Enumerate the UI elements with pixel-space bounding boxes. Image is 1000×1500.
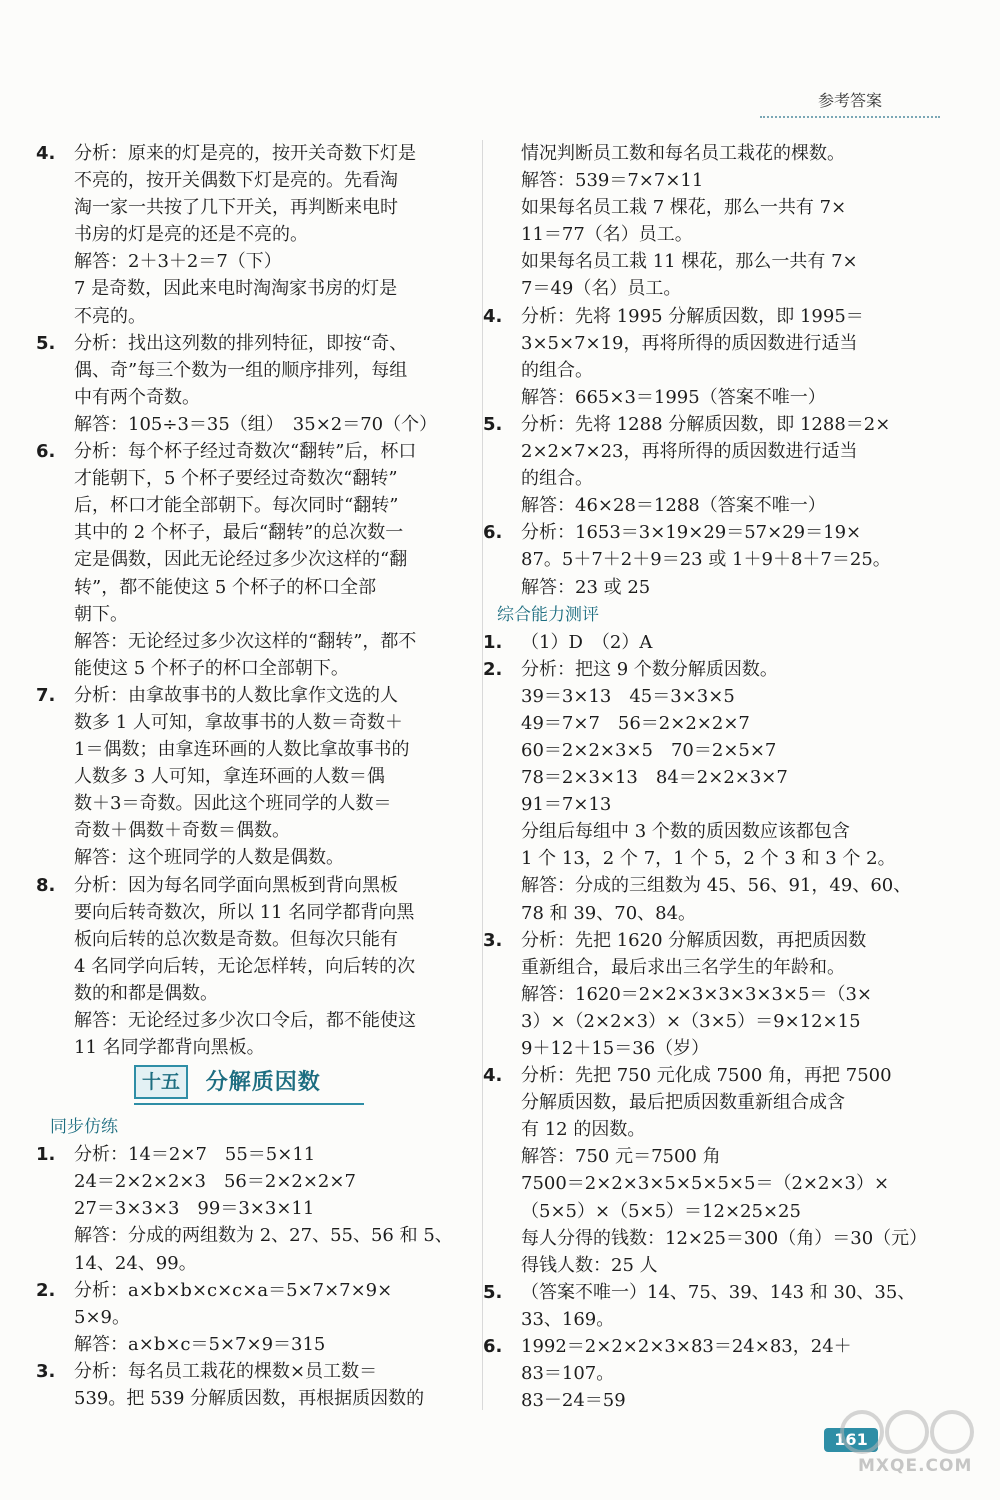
analysis-line: 分析：原来的灯是亮的，按开关奇数下灯是 bbox=[74, 143, 416, 164]
analysis-line: 重新组合，最后求出三名学生的年龄和。 bbox=[521, 956, 845, 978]
answer-line: 得钱人数：25 人 bbox=[521, 1254, 658, 1276]
watermark-text: MXQE.COM bbox=[858, 1456, 973, 1476]
comp-question-6 bbox=[483, 1333, 907, 1414]
answer-line: 如果每名员工栽 7 棵花，那么一共有 7× bbox=[521, 197, 847, 219]
analysis-line: 27＝3×3×3 99＝3×3×11 bbox=[74, 1198, 315, 1220]
analysis-line: 数＋3＝奇数。因此这个班同学的人数＝ bbox=[74, 793, 392, 815]
analysis-line: 分析：先将 1995 分解质因数，即 1995＝ bbox=[521, 305, 864, 327]
question-8 bbox=[36, 872, 470, 1062]
left-column bbox=[36, 140, 470, 1412]
comp-question-1 bbox=[483, 629, 907, 656]
section-underline bbox=[134, 1103, 364, 1105]
sync-question-2 bbox=[36, 1277, 470, 1358]
analysis-line: 49＝7×7 56＝2×2×2×7 bbox=[521, 712, 750, 734]
analysis-line: 分析：先将 1288 分解质因数，即 1288＝2× bbox=[521, 413, 891, 435]
answer-line: 33、169。 bbox=[521, 1308, 615, 1330]
answer-line: 83＝107。 bbox=[521, 1363, 615, 1385]
answer-line: 解答：无论经过多少次这样的“翻转”，都不 bbox=[74, 630, 417, 652]
analysis-line: 数的和都是偶数。 bbox=[74, 982, 218, 1004]
question-number: 1. bbox=[36, 1144, 56, 1166]
sync-question-3-continued bbox=[497, 140, 907, 303]
question-number: 1. bbox=[483, 631, 503, 653]
analysis-line: 分析：1653＝3×19×29＝57×29＝19× bbox=[521, 522, 862, 544]
answer-line: （1）D （2）A bbox=[521, 631, 653, 653]
question-4 bbox=[36, 140, 470, 330]
sync-question-3 bbox=[36, 1358, 470, 1412]
analysis-line: 1＝偶数；由拿连环画的人数比拿故事书的 bbox=[74, 739, 410, 761]
analysis-line: 偶、奇”每三个数为一组的顺序排列，每组 bbox=[74, 359, 408, 381]
analysis-line: 24＝2×2×2×3 56＝2×2×2×7 bbox=[74, 1171, 356, 1193]
answer-line: 解答：665×3＝1995（答案不唯一） bbox=[521, 386, 826, 408]
question-number: 6. bbox=[483, 522, 503, 544]
answer-line: 解答：1620＝2×2×3×3×3×3×5＝（3× bbox=[521, 983, 872, 1005]
column-divider bbox=[482, 140, 483, 1410]
answer-line: 解答：750 元＝7500 角 bbox=[521, 1146, 721, 1168]
analysis-line: 书房的灯是亮的还是不亮的。 bbox=[74, 224, 308, 246]
question-number: 8. bbox=[36, 874, 56, 896]
analysis-line: 分组后每组中 3 个数的质因数应该都包含 bbox=[521, 821, 850, 843]
answer-line: 解答：a×b×c＝5×7×9＝315 bbox=[74, 1333, 326, 1355]
section-number: 十五 bbox=[134, 1065, 188, 1099]
analysis-line: 的组合。 bbox=[521, 468, 593, 490]
analysis-line: 才能朝下，5 个杯子要经过奇数次“翻转” bbox=[74, 468, 398, 490]
analysis-line: 要向后转奇数次，所以 11 名同学都背向黑 bbox=[74, 901, 415, 923]
answer-line: （5×5）×（5×5）＝12×25×25 bbox=[521, 1200, 801, 1222]
question-number: 2. bbox=[36, 1279, 56, 1301]
analysis-line: 3×5×7×19，再将所得的质因数进行适当 bbox=[521, 332, 858, 354]
answer-line: 7＝49（名）员工。 bbox=[521, 278, 682, 300]
right-column bbox=[483, 140, 928, 1414]
question-number: 7. bbox=[36, 684, 56, 706]
analysis-line: 539。把 539 分解质因数，再根据质因数的 bbox=[74, 1388, 425, 1410]
analysis-line: 朝下。 bbox=[74, 603, 128, 625]
section-name: 分解质因数 bbox=[205, 1069, 321, 1095]
question-number: 4. bbox=[483, 305, 503, 327]
comp-question-3 bbox=[483, 927, 907, 1062]
answer-line: 11＝77（名）员工。 bbox=[521, 224, 693, 246]
analysis-line: 分析：因为每名同学面向黑板到背向黑板 bbox=[74, 874, 398, 896]
analysis-line: 的组合。 bbox=[521, 359, 593, 381]
answer-line: 如果每名员工栽 11 棵花，那么一共有 7× bbox=[521, 251, 858, 273]
question-5 bbox=[36, 330, 470, 438]
analysis-line: 分析：a×b×b×c×c×a＝5×7×7×9× bbox=[74, 1279, 393, 1301]
analysis-line: 人数多 3 人可知，拿连环画的人数＝偶 bbox=[74, 766, 385, 788]
analysis-line: 4 名同学向后转，无论怎样转，向后转的次 bbox=[74, 955, 416, 977]
sync-practice-heading: 同步仿练 bbox=[50, 1117, 118, 1138]
analysis-line: 5×9。 bbox=[74, 1306, 130, 1328]
analysis-line: 淘一家一共按了几下开关，再判断来电时 bbox=[74, 197, 398, 219]
analysis-line: 分解质因数，最后把质因数重新组合成含 bbox=[521, 1092, 845, 1114]
answer-line: 解答：2＋3＋2＝7（下） bbox=[74, 251, 282, 273]
watermark-stamp-icon bbox=[832, 1406, 982, 1458]
analysis-line: 其中的 2 个杯子，最后“翻转”的总次数一 bbox=[74, 522, 404, 544]
answer-line: 1992＝2×2×2×3×83＝24×83，24＋ bbox=[521, 1336, 852, 1358]
answer-line: 解答：539＝7×7×11 bbox=[521, 170, 704, 192]
analysis-line: 后，杯口才能全部朝下。每次同时“翻转” bbox=[74, 495, 399, 517]
answer-line: 78 和 39、70、84。 bbox=[521, 902, 697, 924]
analysis-line: 转”，都不能使这 5 个杯子的杯口全部 bbox=[74, 576, 377, 598]
answer-line: 解答：46×28＝1288（答案不唯一） bbox=[521, 495, 826, 517]
analysis-line: 39＝3×13 45＝3×3×5 bbox=[521, 685, 735, 707]
sync-question-6 bbox=[483, 519, 907, 600]
question-number: 3. bbox=[483, 929, 503, 951]
analysis-line: 分析：每个杯子经过奇数次“翻转”后，杯口 bbox=[74, 441, 417, 463]
analysis-line: 分析：找出这列数的排列特征，即按“奇、 bbox=[74, 332, 408, 354]
comp-question-2 bbox=[483, 656, 912, 927]
answer-line: 83－24＝59 bbox=[521, 1390, 626, 1412]
answer-line: 7 是奇数，因此来电时淘淘家书房的灯是 bbox=[74, 278, 398, 300]
analysis-line: 数多 1 人可知，拿故事书的人数＝奇数＋ bbox=[74, 711, 403, 733]
page-number: 161 bbox=[824, 1428, 878, 1452]
sync-question-5 bbox=[483, 411, 907, 519]
question-number: 4. bbox=[483, 1065, 503, 1087]
sync-question-1 bbox=[36, 1141, 470, 1276]
analysis-line: 60＝2×2×3×5 70＝2×5×7 bbox=[521, 739, 777, 761]
analysis-line: 定是偶数，因此无论经过多少次这样的“翻 bbox=[74, 549, 408, 571]
question-number: 3. bbox=[36, 1360, 56, 1382]
answer-line: 每人分得的钱数：12×25＝300（角）＝30（元） bbox=[521, 1227, 928, 1249]
answer-line: 3）×（2×2×3）×（3×5）＝9×12×15 bbox=[521, 1010, 861, 1032]
answer-line: 解答：分成的三组数为 45、56、91，49、60、 bbox=[521, 875, 912, 897]
analysis-line: 分析：先把 750 元化成 7500 角，再把 7500 bbox=[521, 1065, 892, 1087]
analysis-line: 板向后转的总次数是奇数。但每次只能有 bbox=[74, 928, 398, 950]
analysis-line: 分析：把这 9 个数分解质因数。 bbox=[521, 658, 778, 680]
analysis-line: 分析：每名员工栽花的棵数×员工数＝ bbox=[74, 1360, 378, 1382]
answer-line: 不亮的。 bbox=[74, 305, 146, 327]
question-number: 6. bbox=[483, 1336, 503, 1358]
answer-line: 14、24、99。 bbox=[74, 1252, 197, 1274]
question-6 bbox=[36, 438, 470, 682]
answer-line: （答案不唯一）14、75、39、143 和 30、35、 bbox=[521, 1281, 916, 1303]
sync-question-4 bbox=[483, 303, 907, 411]
analysis-line: 有 12 的因数。 bbox=[521, 1119, 646, 1141]
question-number: 5. bbox=[483, 1281, 503, 1303]
answer-line: 解答：105÷3＝35（组） 35×2＝70（个） bbox=[74, 413, 438, 435]
question-number: 6. bbox=[36, 441, 56, 463]
analysis-line: 1 个 13，2 个 7，1 个 5，2 个 3 和 3 个 2。 bbox=[521, 848, 896, 870]
section-title bbox=[134, 1065, 470, 1109]
question-number: 2. bbox=[483, 658, 503, 680]
analysis-line: 2×2×7×23，再将所得的质因数进行适当 bbox=[521, 441, 858, 463]
header-label: 参考答案 bbox=[817, 91, 882, 110]
analysis-line: 奇数＋偶数＋奇数＝偶数。 bbox=[74, 820, 290, 842]
analysis-line: 不亮的，按开关偶数下灯是亮的。先看淘 bbox=[74, 170, 398, 192]
answer-line: 7500＝2×2×3×5×5×5×5＝（2×2×3）× bbox=[521, 1173, 890, 1195]
analysis-line: 分析：先把 1620 分解质因数，再把质因数 bbox=[521, 929, 867, 951]
analysis-line: 87。5＋7＋2＋9＝23 或 1＋9＋8＋7＝25。 bbox=[521, 549, 891, 571]
answer-line: 解答：这个班同学的人数是偶数。 bbox=[74, 847, 344, 869]
comp-question-5 bbox=[483, 1279, 916, 1333]
answer-line: 能使这 5 个杯子的杯口全部朝下。 bbox=[74, 657, 349, 679]
answer-line: 解答：分成的两组数为 2、27、55、56 和 5、 bbox=[74, 1225, 453, 1247]
answer-line: 解答：23 或 25 bbox=[521, 576, 651, 598]
answer-line: 11 名同学都背向黑板。 bbox=[74, 1037, 265, 1059]
question-number: 4. bbox=[36, 143, 56, 164]
question-number: 5. bbox=[36, 332, 56, 354]
analysis-line: 中有两个奇数。 bbox=[74, 386, 200, 408]
analysis-line: 分析：14＝2×7 55＝5×11 bbox=[74, 1144, 316, 1166]
question-number: 5. bbox=[483, 413, 503, 435]
question-7 bbox=[36, 682, 470, 872]
comprehensive-test-heading: 综合能力测评 bbox=[497, 604, 599, 625]
watermark-logo bbox=[832, 1406, 982, 1486]
analysis-line: 情况判断员工数和每名员工栽花的棵数。 bbox=[521, 143, 845, 164]
analysis-line: 91＝7×13 bbox=[521, 794, 612, 816]
analysis-line: 78＝2×3×13 84＝2×2×3×7 bbox=[521, 767, 788, 789]
header-rule bbox=[760, 116, 940, 118]
answer-line: 9＋12＋15＝36（岁） bbox=[521, 1038, 710, 1059]
comp-question-4 bbox=[483, 1062, 928, 1279]
analysis-line: 分析：由拿故事书的人数比拿作文选的人 bbox=[74, 684, 398, 706]
answer-line: 解答：无论经过多少次口令后，都不能使这 bbox=[74, 1010, 416, 1031]
